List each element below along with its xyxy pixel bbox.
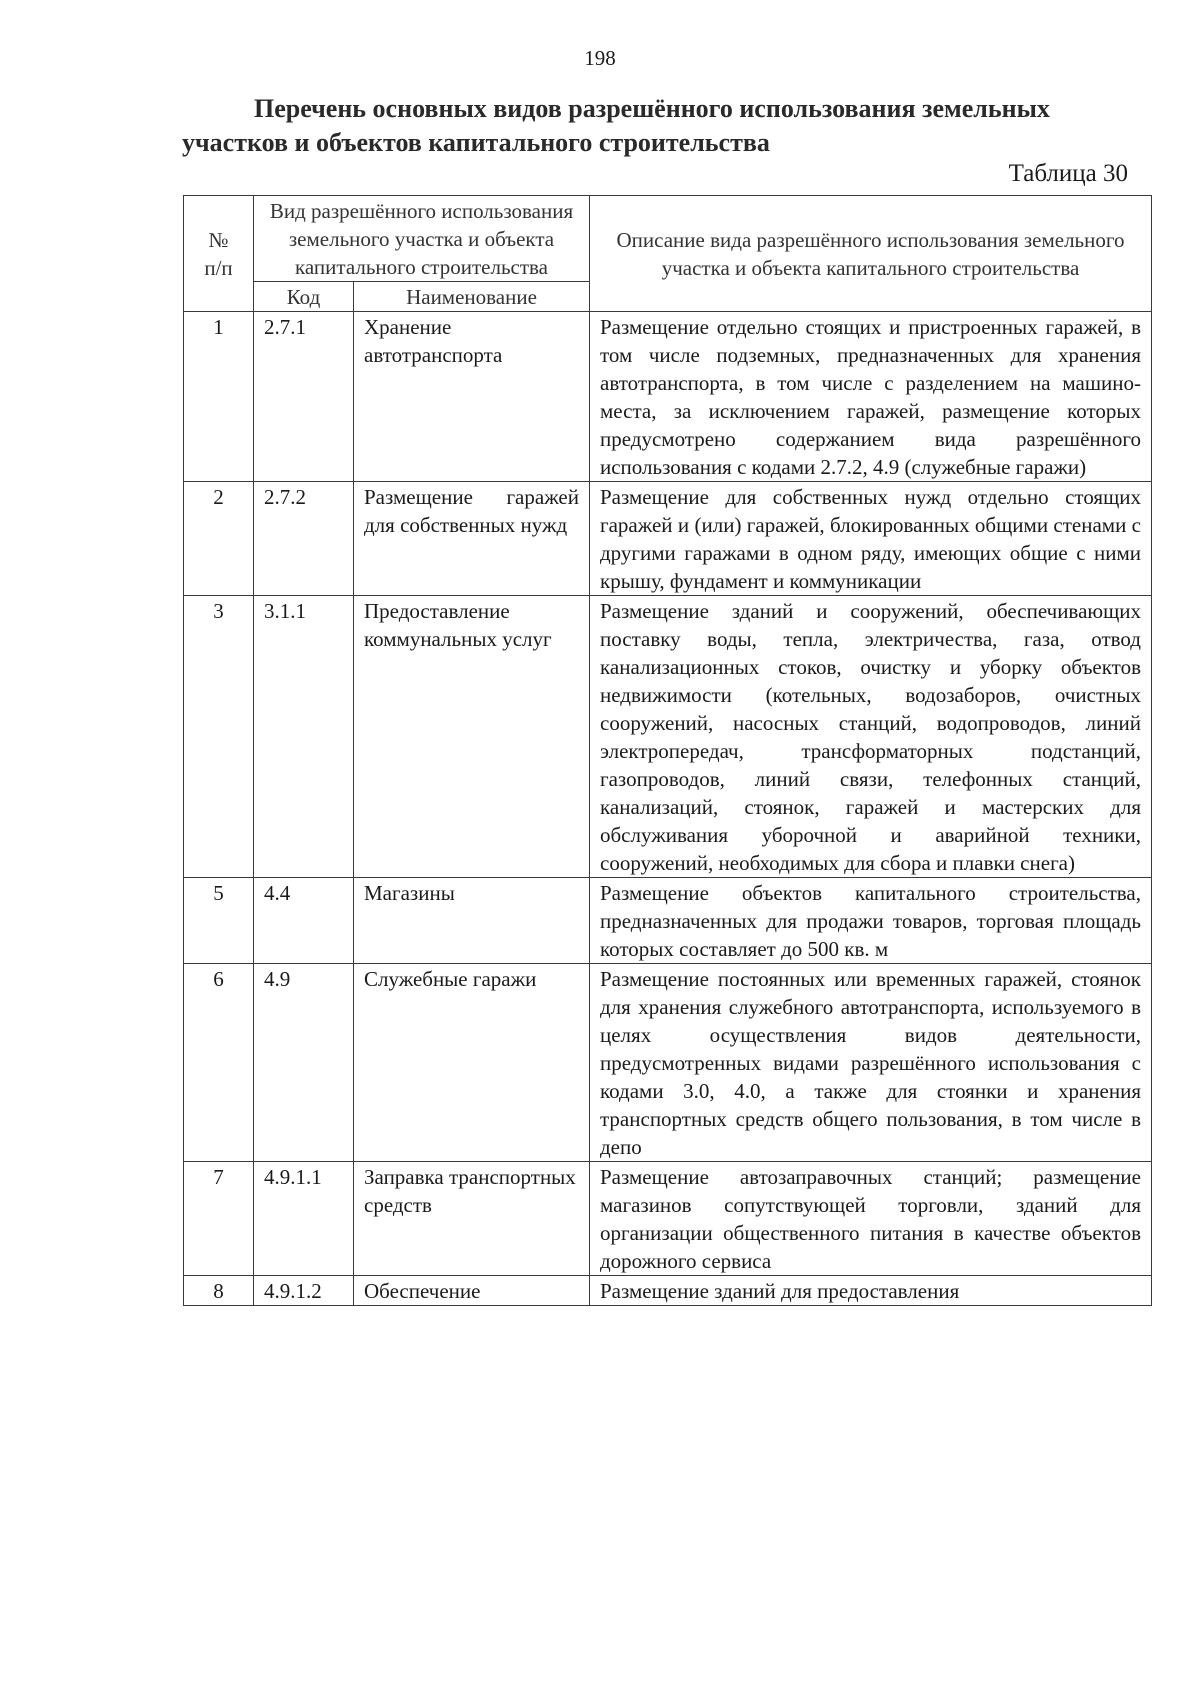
header-name: Наименование — [354, 282, 590, 312]
row-name: Служебные гаражи — [354, 964, 590, 1162]
land-use-table — [183, 195, 1152, 1306]
header-code: Код — [254, 282, 354, 312]
row-num: 7 — [184, 1162, 254, 1276]
header-num — [184, 196, 254, 312]
row-num: 2 — [184, 482, 254, 596]
row-name: Обеспечение — [354, 1276, 590, 1306]
row-name: Размещение гаражей для собственных нужд — [354, 482, 590, 596]
row-name: Заправка транспортных средств — [354, 1162, 590, 1276]
row-description: Размещение автозаправочных станций; размещение магазинов сопутствующей торговли, зданий для организации общественного питания в качестве объектов дорожного сервиса — [590, 1162, 1152, 1276]
row-description: Размещение отдельно стоящих и пристроенных гаражей, в том числе подземных, предназначенных для хранения автотранспорта, в том числе с разделением на машино-места, за исключением гаражей, размещение которых предусмотрено содержанием вида разрешённого использования с кодами 2.7.2, 4.9 (служебные гаражи) — [590, 312, 1152, 482]
row-code: 3.1.1 — [254, 596, 354, 878]
table-row — [184, 1276, 1152, 1306]
page-number: 198 — [584, 46, 616, 70]
document-title-line-2: участков и объектов капитального строительства — [182, 128, 770, 157]
row-description: Размещение для собственных нужд отдельно стоящих гаражей и (или) гаражей, блокированных общими стенами с другими гаражами в одном ряду, имеющих общие с ними крышу, фундамент и коммуникации — [590, 482, 1152, 596]
row-description: Размещение зданий для предоставления — [590, 1276, 1152, 1306]
row-name: Магазины — [354, 878, 590, 964]
row-num: 1 — [184, 312, 254, 482]
table-row — [184, 964, 1152, 1162]
document-title — [182, 92, 1128, 160]
header-kind: Вид разрешённого использования земельного участка и объекта капитального строительства — [254, 196, 590, 282]
row-code: 4.4 — [254, 878, 354, 964]
row-code: 4.9.1.1 — [254, 1162, 354, 1276]
row-code: 2.7.2 — [254, 482, 354, 596]
row-code: 4.9.1.2 — [254, 1276, 354, 1306]
table-row — [184, 482, 1152, 596]
row-num: 3 — [184, 596, 254, 878]
row-code: 4.9 — [254, 964, 354, 1162]
row-name: Хранение автотранспорта — [354, 312, 590, 482]
document-title-line-1: Перечень основных видов разрешённого использования земельных — [254, 94, 1050, 123]
row-name: Предоставление коммунальных услуг — [354, 596, 590, 878]
header-num-line-1: № — [208, 228, 229, 252]
table-row — [184, 312, 1152, 482]
header-num-line-2: п/п — [204, 256, 233, 280]
table-row — [184, 596, 1152, 878]
row-num: 5 — [184, 878, 254, 964]
row-description: Размещение объектов капитального строительства, предназначенных для продажи товаров, торговая площадь которых составляет до 500 кв. м — [590, 878, 1152, 964]
table-row — [184, 1162, 1152, 1276]
row-description: Размещение зданий и сооружений, обеспечивающих поставку воды, тепла, электричества, газа, отвод канализационных стоков, очистку и уборку объектов недвижимости (котельных, водозаборов, очистных сооружений, насосных станций, водопроводов, линий электропередач, трансформаторных подстанций, газопроводов, линий связи, телефонных станций, канализаций, стоянок, гаражей и мастерских для обслуживания уборочной и аварийной техники, сооружений, необходимых для сбора и плавки снега) — [590, 596, 1152, 878]
row-description: Размещение постоянных или временных гаражей, стоянок для хранения служебного автотранспорта, используемого в целях осуществления видов деятельности, предусмотренных видами разрешённого использования с кодами 3.0, 4.0, а также для стоянки и хранения транспортных средств общего пользования, в том числе в депо — [590, 964, 1152, 1162]
table-row — [184, 878, 1152, 964]
row-num: 6 — [184, 964, 254, 1162]
row-num: 8 — [184, 1276, 254, 1306]
row-code: 2.7.1 — [254, 312, 354, 482]
table-caption: Таблица 30 — [1008, 160, 1128, 187]
header-description: Описание вида разрешённого использования земельного участка и объекта капитального строительства — [590, 196, 1152, 312]
